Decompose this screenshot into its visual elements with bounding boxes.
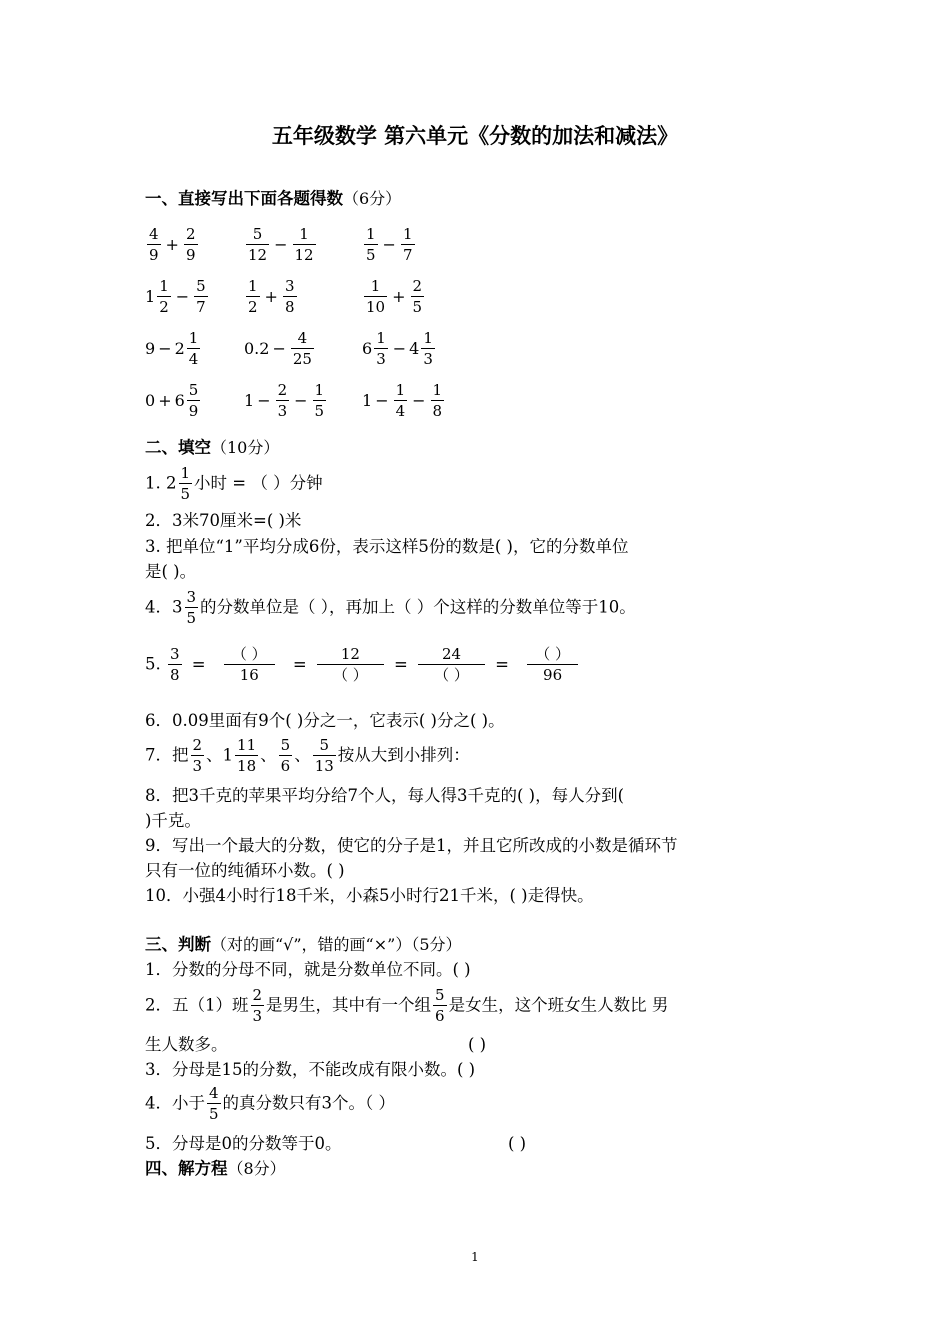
fraction: $\frac{4}{25}$ xyxy=(292,328,312,368)
fraction: $\frac{1}{2}$ xyxy=(159,276,169,316)
calc-item xyxy=(362,273,426,319)
section-1-heading: 一、直接写出下面各题得数（6分） xyxy=(145,189,402,208)
fraction: $\frac{4}{5}$ xyxy=(209,1084,219,1123)
calc-item xyxy=(244,377,328,423)
fill-question-2: 2．3米70厘米=( )米 xyxy=(145,511,302,530)
operator: + xyxy=(392,286,406,306)
fraction: $\frac{5}{6}$ xyxy=(280,736,291,775)
fill-question-9-cont: 只有一位的纯循环小数。( ) xyxy=(145,861,345,880)
fill-question-1: 1. 2 $\frac{1}{5}$ 小时 = （ ）分钟 xyxy=(145,464,323,503)
fraction: $\frac{1}{3}$ xyxy=(376,328,386,368)
fraction: $\frac{1}{2}$ xyxy=(248,276,258,316)
judge-question-2: 2．五（1）班 $\frac{2}{3}$ 是男生，其中有一个组 $\frac{5}{6}$ 是女生，这个班女生人数比 男 xyxy=(145,986,669,1025)
calc-item xyxy=(145,221,200,267)
fraction: $\frac{3}{5}$ xyxy=(186,588,197,627)
fraction: $\frac{2}{5}$ xyxy=(412,276,423,316)
page-number: 1 xyxy=(471,1250,479,1264)
fraction: $\frac{1}{5}$ xyxy=(366,224,376,264)
calc-item xyxy=(145,325,202,371)
calc-item xyxy=(145,377,202,423)
calc-item xyxy=(145,273,210,319)
fraction: $\frac{5}{13}$ xyxy=(314,736,334,775)
fill-question-5: 5. $\frac{3}{8}$ = $\frac{( )}{16}$ = $\frac{12}{( )}$ = $\frac{24}{( )}$ = $\frac{( )}{96}$ xyxy=(145,645,588,684)
calc-item xyxy=(244,221,318,267)
operator: − xyxy=(274,234,288,254)
fraction: $\frac{( )}{16}$ xyxy=(216,645,283,684)
operator: − xyxy=(392,338,407,358)
operator: − xyxy=(294,390,308,410)
judge-question-1: 1．分数的分母不同，就是分数单位不同。( ) xyxy=(145,960,471,979)
judge-question-3: 3．分母是15的分数，不能改成有限小数。( ) xyxy=(145,1060,476,1079)
fraction: $\frac{2}{9}$ xyxy=(185,224,196,264)
fraction: $\frac{4}{9}$ xyxy=(149,224,159,264)
fill-question-9: 9．写出一个最大的分数，使它的分子是1，并且它所改成的小数是循环节 xyxy=(145,836,678,855)
fraction: $\frac{3}{8}$ xyxy=(284,276,295,316)
calc-item xyxy=(362,377,446,423)
fraction: $\frac{1}{4}$ xyxy=(395,380,406,420)
fraction: $\frac{12}{( )}$ xyxy=(317,645,384,684)
fraction: $\frac{1}{7}$ xyxy=(402,224,413,264)
page-title: 五年级数学 第六单元《分数的加法和减法》 xyxy=(271,124,679,148)
number: 2 xyxy=(174,338,185,358)
fill-question-8-cont: )千克。 xyxy=(145,811,201,830)
fill-question-8: 8．把3千克的苹果平均分给7个人，每人得3千克的( )，每人分到( xyxy=(145,786,625,805)
fraction: $\frac{24}{( )}$ xyxy=(418,645,485,684)
operator: − xyxy=(257,390,271,410)
fraction: $\frac{5}{9}$ xyxy=(188,380,199,420)
section-3-heading: 三、判断（对的画“√”，错的画“×”）（5分） xyxy=(145,935,462,954)
operator: − xyxy=(158,338,172,358)
number: 1 xyxy=(362,390,373,410)
fraction: $\frac{1}{8}$ xyxy=(432,380,443,420)
calc-item xyxy=(244,273,299,319)
fill-question-3: 3. 把单位“1”平均分成6份，表示这样5份的数是( )，它的分数单位 xyxy=(145,537,629,556)
fraction: $\frac{1}{4}$ xyxy=(188,328,199,368)
operator: + xyxy=(165,234,179,254)
fraction: $\frac{( )}{96}$ xyxy=(519,645,586,684)
number: 6 xyxy=(362,338,373,358)
fraction: $\frac{2}{3}$ xyxy=(277,380,288,420)
fill-question-7: 7．把 $\frac{2}{3}$ 、1 $\frac{11}{18}$ 、 $\frac{5}{6}$ 、 $\frac{5}{13}$ 按从大到小排列： xyxy=(145,736,470,775)
operator: − xyxy=(175,286,190,306)
fraction: $\frac{1}{5}$ xyxy=(314,380,325,420)
judge-question-5: 5．分母是0的分数等于0。 xyxy=(145,1134,342,1153)
number: 1 xyxy=(244,390,255,410)
judge-question-2-cont: 生人数多。 xyxy=(145,1035,228,1054)
fill-question-3-cont: 是( )。 xyxy=(145,562,197,581)
operator: + xyxy=(264,286,278,306)
number: 0 xyxy=(145,390,156,410)
number: 9 xyxy=(145,338,156,358)
operator: − xyxy=(382,234,396,254)
judge-question-4: 4．小于 $\frac{4}{5}$ 的真分数只有3个。（ ） xyxy=(145,1084,396,1123)
fill-question-6: 6．0.09里面有9个( )分之一，它表示( )分之( )。 xyxy=(145,711,505,730)
calc-item xyxy=(244,325,316,371)
judge-question-5-blank: ( ) xyxy=(508,1134,527,1153)
operator: + xyxy=(158,390,172,410)
fill-question-4: 4．3 $\frac{3}{5}$ 的分数单位是（ ），再加上（ ）个这样的分数单位等于10。 xyxy=(145,588,636,627)
number: 6 xyxy=(174,390,185,410)
fill-question-10: 10．小强4小时行18千米，小森5小时行21千米，( )走得快。 xyxy=(145,886,594,905)
calc-item xyxy=(362,221,417,267)
number: 0.2 xyxy=(244,338,270,358)
fraction: $\frac{1}{10}$ xyxy=(366,276,386,316)
fraction: $\frac{2}{3}$ xyxy=(252,986,263,1025)
fraction: $\frac{5}{7}$ xyxy=(196,276,206,316)
fraction: $\frac{5}{12}$ xyxy=(248,224,268,264)
fraction: $\frac{1}{12}$ xyxy=(294,224,314,264)
section-2-heading: 二、填空（10分） xyxy=(145,438,280,457)
operator: − xyxy=(272,338,286,358)
fraction: $\frac{3}{8}$ xyxy=(170,645,180,684)
calc-item xyxy=(362,325,437,371)
fraction: $\frac{1}{3}$ xyxy=(423,328,433,368)
judge-question-2-blank: ( ) xyxy=(468,1035,487,1054)
number: 1 xyxy=(145,286,156,306)
fraction: $\frac{1}{5}$ xyxy=(180,464,191,503)
operator: − xyxy=(375,390,389,410)
number: 4 xyxy=(409,338,420,358)
fraction: $\frac{2}{3}$ xyxy=(192,736,203,775)
operator: − xyxy=(412,390,426,410)
fraction: $\frac{5}{6}$ xyxy=(435,986,445,1025)
section-4-heading: 四、解方程（8分） xyxy=(145,1159,286,1178)
fraction: $\frac{11}{18}$ xyxy=(237,736,257,775)
